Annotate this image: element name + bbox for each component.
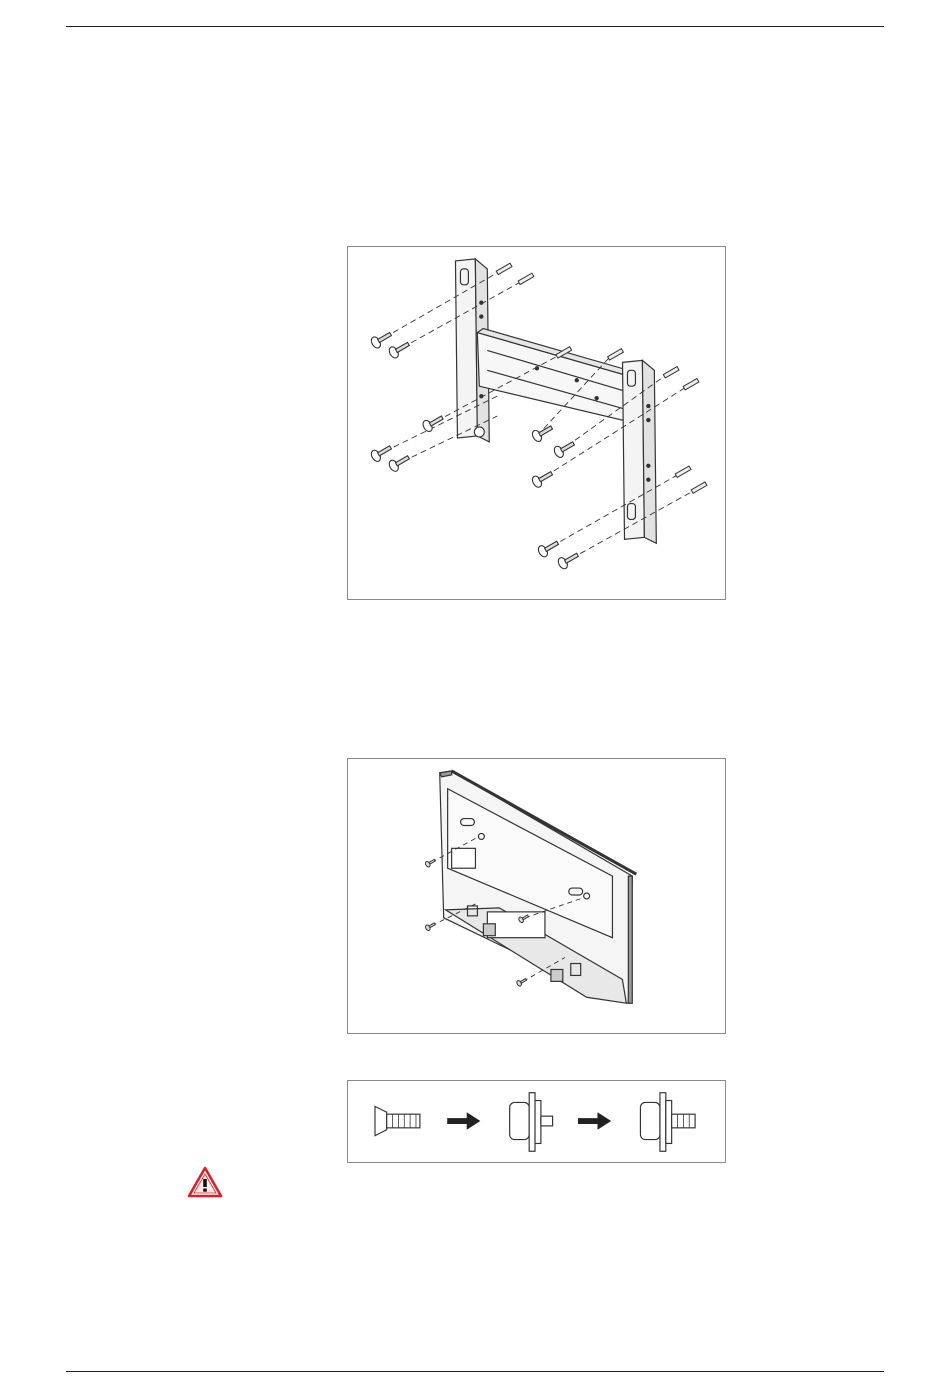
wall-bracket-illustration [348, 247, 725, 599]
footer-rule [66, 1371, 884, 1372]
screw-sequence-illustration [348, 1081, 725, 1162]
header-rule [66, 26, 884, 27]
tv-rear-figure [347, 758, 726, 1034]
warning-triangle-icon [187, 1166, 223, 1198]
wall-bracket-figure [347, 246, 726, 600]
screw-sequence-figure [347, 1080, 726, 1163]
tv-rear-illustration [348, 759, 725, 1033]
